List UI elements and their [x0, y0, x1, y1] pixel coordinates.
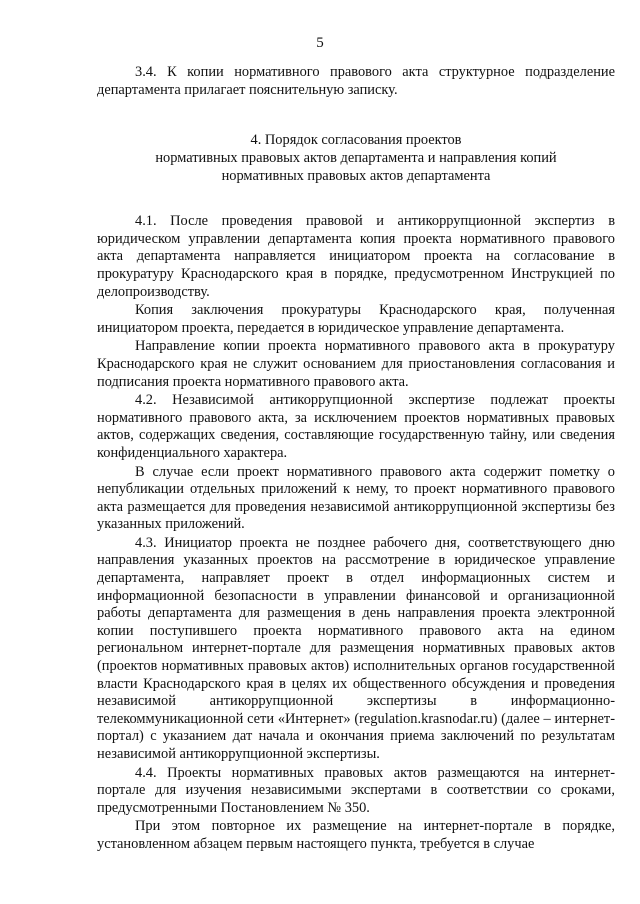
section-heading [97, 131, 615, 185]
section-heading-line: нормативных правовых актов департамента [221, 168, 491, 185]
section-heading-line: 4. Порядок согласования проектов [250, 132, 462, 149]
paragraph-4-2: 4.2. Независимой антикоррупционной экспертизе подлежат проекты нормативного правового акта, за исключением проектов нормативных правовых актов, содержащих сведения, составляющие государственную тайну, или сведения конфиденциального характера. [97, 392, 615, 461]
paragraph: При этом повторное их размещение на интернет-портале в порядке, установленном абзацем первым настоящего пункта, требуется в случае [97, 818, 615, 852]
section-heading-line: нормативных правовых актов департамента и направления копий [155, 150, 557, 167]
document-body [97, 64, 615, 854]
paragraph: Направление копии проекта нормативного правового акта в прокуратуру Краснодарского края не служит основанием для приостановления согласования и подписания проекта нормативного правового акта. [97, 338, 615, 390]
paragraph-4-1: 4.1. После проведения правовой и антикоррупционной экспертиз в юридическом управлении департамента копия проекта нормативного правового акта департамента направляется инициатором проекта на согласование в прокуратуру Краснодарского края в порядке, предусмотренном Инструкцией по делопроизводству. [97, 213, 615, 300]
intro-paragraph: 3.4. К копии нормативного правового акта структурное подразделение департамента прилагает пояснительную записку. [97, 64, 615, 98]
page-number: 5 [316, 35, 324, 51]
paragraph-4-4: 4.4. Проекты нормативных правовых актов размещаются на интернет-портале для изучения независимыми экспертами в соответствии со сроками, предусмотренными Постановлением № 350. [97, 764, 615, 816]
paragraph: Копия заключения прокуратуры Краснодарского края, полученная инициатором проекта, передается в юридическое управление департамента. [97, 302, 615, 336]
paragraph: В случае если проект нормативного правового акта содержит пометку о непубликации отдельных приложений к нему, то проект нормативного правового акта размещается для проведения независимой антикоррупционной экспертизы без указанных приложений. [97, 463, 615, 533]
paragraph-4-3: 4.3. Инициатор проекта не позднее рабочего дня, соответствующего дню направления указанных проектов на рассмотрение в юридическое управление департамента, направляет проект в отдел информационных систем и информационной безопасности в управлении финансовой и организационной работы департамента для размещения в день направления проекта электронной копии поступившего проекта нормативного правового акта на едином региональном интернет-портале для размещения нормативных правовых актов (проектов нормативных правовых актов) исполнительных органов государственной власти Краснодарского края в целях их общественного обсуждения и проведения независимой антикоррупционной экспертизы в информационно-телекоммуникационной сети «Интернет» (regulation.krasnodar.ru) (далее – интернет-портал) с указанием дат начала и окончания приема заключений по результатам независимой антикоррупционной экспертизы. [97, 534, 615, 762]
